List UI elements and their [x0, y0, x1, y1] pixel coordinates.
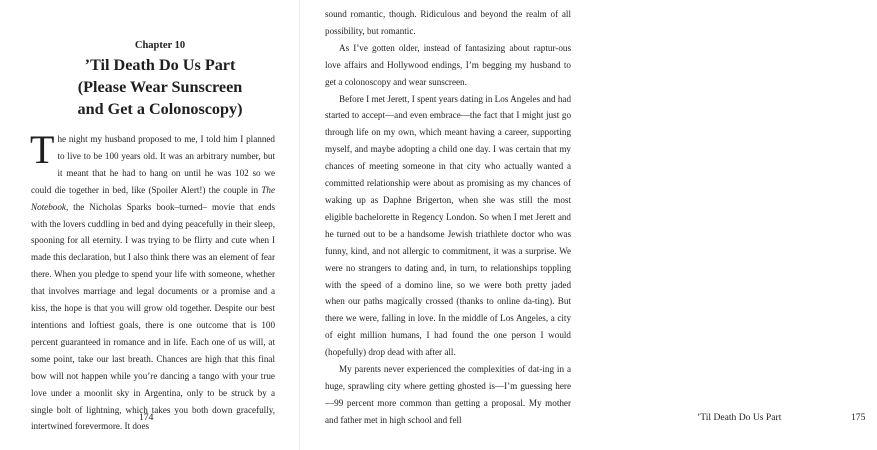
text-line: but I also think there was an element of fear there. When: [31, 252, 276, 280]
text-line: tango with your true love under a moonlit sky in Argentina,: [31, 370, 275, 398]
chapter-heading: [40, 39, 280, 120]
text-line: with the speed of a domino line, so we were both pretty: [325, 279, 548, 290]
chapter-title-line: (Please Wear Sunscreen: [77, 78, 243, 96]
text-line: My parents never experienced the complexities of dat-: [339, 364, 543, 375]
text-line: no strangers to dating and, in turn, to relationships toppling: [346, 262, 572, 273]
text-line: movie that ends with the lovers cuddling in bed and dying: [31, 201, 275, 229]
text-line: planned to live to be 100 years old. It was an arbitrary: [57, 134, 275, 161]
text-line: couple in: [223, 184, 262, 195]
right-page: [300, 0, 866, 450]
text-line: husband to get a colonoscopy and wear sunscreen.: [325, 59, 571, 87]
text-line: number, but it meant that he had to hang on until he was: [57, 150, 276, 178]
text-line: that this final bow will not happen while you’re dancing a: [31, 353, 275, 381]
chapter-title-line: ’Til Death Do Us Part: [84, 56, 236, 74]
text-line: Regency London. So when I met Jerett and he turned out to: [325, 211, 571, 239]
text-line: 100 percent guaranteed in romance and in life. Each one of: [31, 319, 275, 347]
text-line: that city who actually wanted a committed relationship were: [325, 161, 572, 189]
paragraph: [325, 361, 571, 429]
text-line: and not allergic to commitment, it was a surprise. We were: [325, 245, 572, 273]
text-line: might just go through life on my own, which meant having: [325, 110, 572, 138]
text-line: , the Nicholas Sparks book–turned–: [65, 201, 208, 212]
text-line: kiss, the hope is that you will grow old together. Despite our: [31, 303, 258, 314]
text-line: guessing here—99 percent more common than getting a: [325, 380, 571, 408]
text-line: Brigerton, when she was still the most eligible bachelorette in: [325, 194, 571, 222]
opening-paragraph: [30, 127, 276, 435]
text-line: you pledge to spend your life with someone, whether that: [31, 269, 275, 297]
paragraph: [325, 6, 571, 40]
text-line: Before I met Jerett, I spent years dating in Los Angeles: [339, 93, 541, 104]
paragraph: [325, 40, 571, 91]
text-line: about as promising as my chances of waking up as Daphne: [325, 178, 572, 205]
chapter-title-line: and Get a Colonoscopy): [77, 100, 243, 118]
text-line: sound romantic, though. Ridiculous and beyond the realm: [325, 9, 547, 19]
text-line: As I’ve gotten older, instead of fantasizing about raptur-: [339, 42, 559, 53]
text-line: involves marriage and legal documents or a promise and a: [48, 286, 276, 297]
right-body-text: [325, 6, 571, 429]
text-line: he night my husband proposed to me, I told him I: [57, 134, 244, 144]
book-title: The Notebook: [31, 184, 276, 212]
text-line: proposal. My mother and father met in high school and fell: [325, 397, 572, 425]
chapter-title: [40, 54, 280, 120]
text-line: and had started to accept—and even embrace—the fact that I: [325, 93, 572, 121]
running-head: ’Til Death Do Us Part: [697, 412, 782, 423]
text-line: trying to be flirty and cute when I made this declaration,: [31, 235, 276, 263]
text-line: peacefully in their sleep, spooning for all eternity. I was: [31, 218, 275, 246]
text-line: person I would (hopefully) drop dead with after all.: [325, 330, 571, 358]
text-line: 102 so we could die together in bed, like (Spoiler Alert!) the: [31, 167, 275, 195]
text-line: of all possibility, but romantic.: [325, 9, 571, 36]
text-line: us will, at some point, take our last breath. Chances are high: [31, 336, 275, 364]
page-number-left: 174: [139, 412, 154, 423]
text-line: jaded when our paths magically crossed (thanks to online da-: [325, 279, 572, 307]
text-line: only to be struck by a single bolt of lightning, which takes: [31, 387, 275, 415]
left-body-text: [30, 127, 276, 435]
left-page: [0, 0, 300, 450]
chapter-label: Chapter 10: [134, 40, 186, 51]
text-line: Angeles, a city of eight million humans, I had found the one: [325, 313, 572, 341]
paragraph: [325, 91, 571, 362]
text-line: ing in a huge, sprawling city where getting ghosted is—I’m: [325, 364, 572, 391]
text-line: a career, supporting myself, and maybe adopting a child one: [325, 127, 572, 155]
text-line: ous love affairs and Hollywood endings, I’m begging my: [325, 42, 571, 70]
text-line: be a handsome Jewish triathlete doctor who was funny, kind,: [325, 228, 572, 256]
text-line: you both down gracefully, intertwined forevermore. It does: [31, 404, 275, 432]
page-number-right: 175: [851, 412, 866, 423]
text-line: best intentions and loftiest goals, there is one outcome that is: [31, 303, 276, 330]
text-line: ting). But there we were, falling in love. In the middle of Los: [325, 296, 571, 324]
text-line: day. I was certain that my chances of meeting someone in: [325, 144, 571, 172]
drop-cap: T: [30, 127, 55, 172]
